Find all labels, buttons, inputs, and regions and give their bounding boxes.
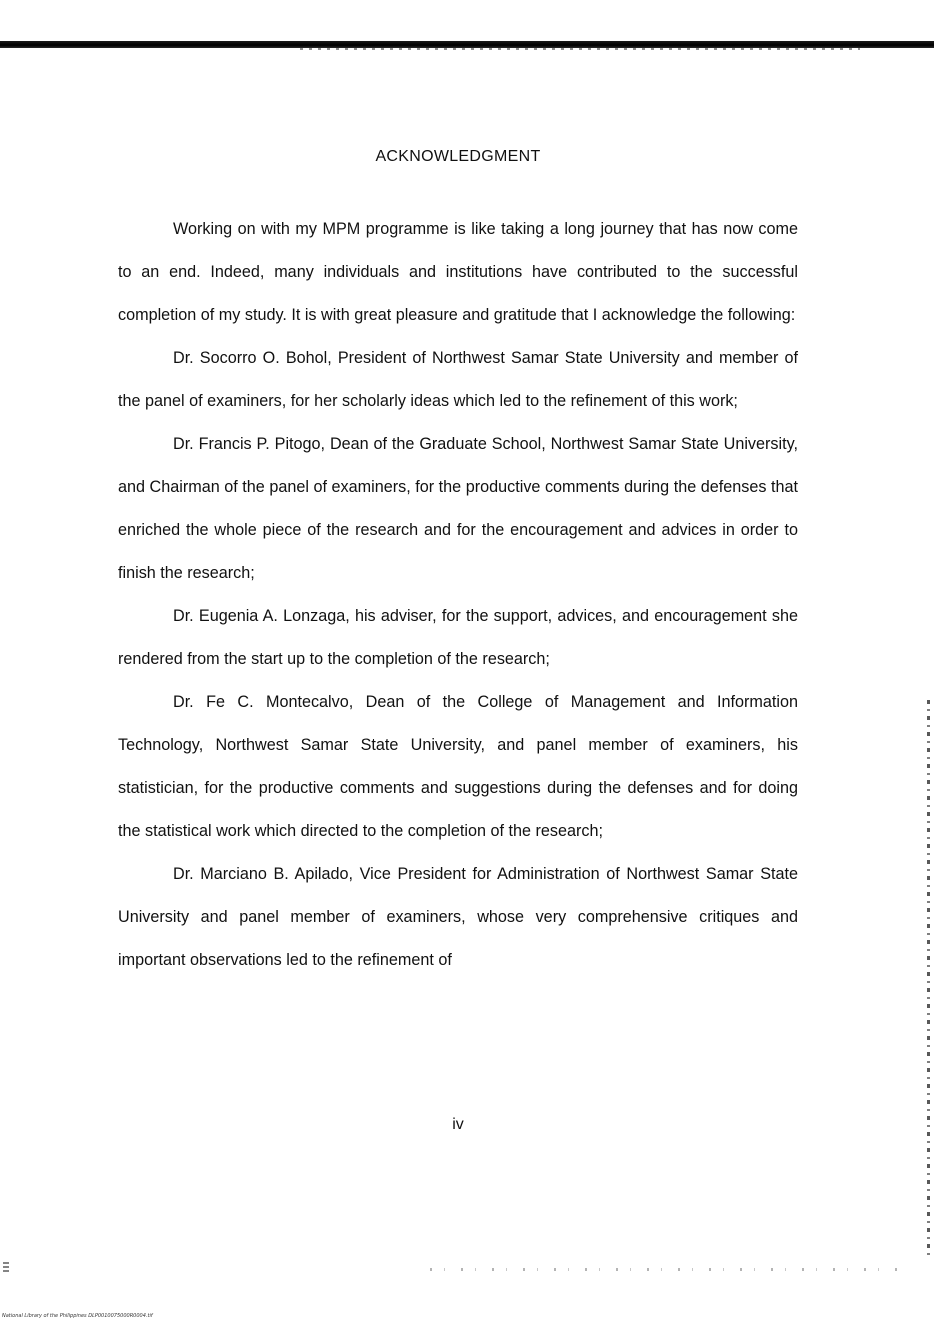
scan-top-border-noise	[300, 48, 860, 50]
scan-top-border	[0, 41, 934, 48]
paragraph-montecalvo: Dr. Fe C. Montecalvo, Dean of the College of Management and Information Technology, Northwest Samar State University, and panel member of examiners, his statistician, for the productive comments and suggestions during the defenses and for doing the statistical work which directed to the completion of the research;	[118, 693, 798, 840]
paragraph-apilado: Dr. Marciano B. Apilado, Vice President for Administration of Northwest Samar State University and panel member of examiners, whose very comprehensive critiques and important observations led to the refinement of	[118, 865, 798, 969]
scan-left-speck	[3, 1262, 9, 1272]
scan-footer-stamp: National Library of the Philippines DLP0010075000R0004.tif	[2, 1313, 153, 1319]
paragraph-pitogo: Dr. Francis P. Pitogo, Dean of the Graduate School, Northwest Samar State University, and Chairman of the panel of examiners, for the productive comments during the defenses that enriched the whole piece of the research and for the encouragement and advices in order to finish the research;	[118, 435, 798, 582]
scan-bottom-noise	[430, 1268, 900, 1271]
paragraph-lonzaga: Dr. Eugenia A. Lonzaga, his adviser, for the support, advices, and encouragement she rendered from the start up to the completion of the research;	[118, 607, 798, 668]
paragraph-intro: Working on with my MPM programme is like taking a long journey that has now come to an end. Indeed, many individuals and institutions have contributed to the successful completion of my study. It is with great pleasure and gratitude that I acknowledge the following:	[118, 220, 798, 324]
page-number: iv	[452, 1116, 464, 1133]
acknowledgment-body	[118, 208, 798, 982]
paragraph-bohol: Dr. Socorro O. Bohol, President of Northwest Samar State University and member of the panel of examiners, for her scholarly ideas which led to the refinement of this work;	[118, 349, 798, 410]
page-title: ACKNOWLEDGMENT	[375, 148, 541, 165]
scan-right-edge-noise	[927, 700, 930, 1260]
